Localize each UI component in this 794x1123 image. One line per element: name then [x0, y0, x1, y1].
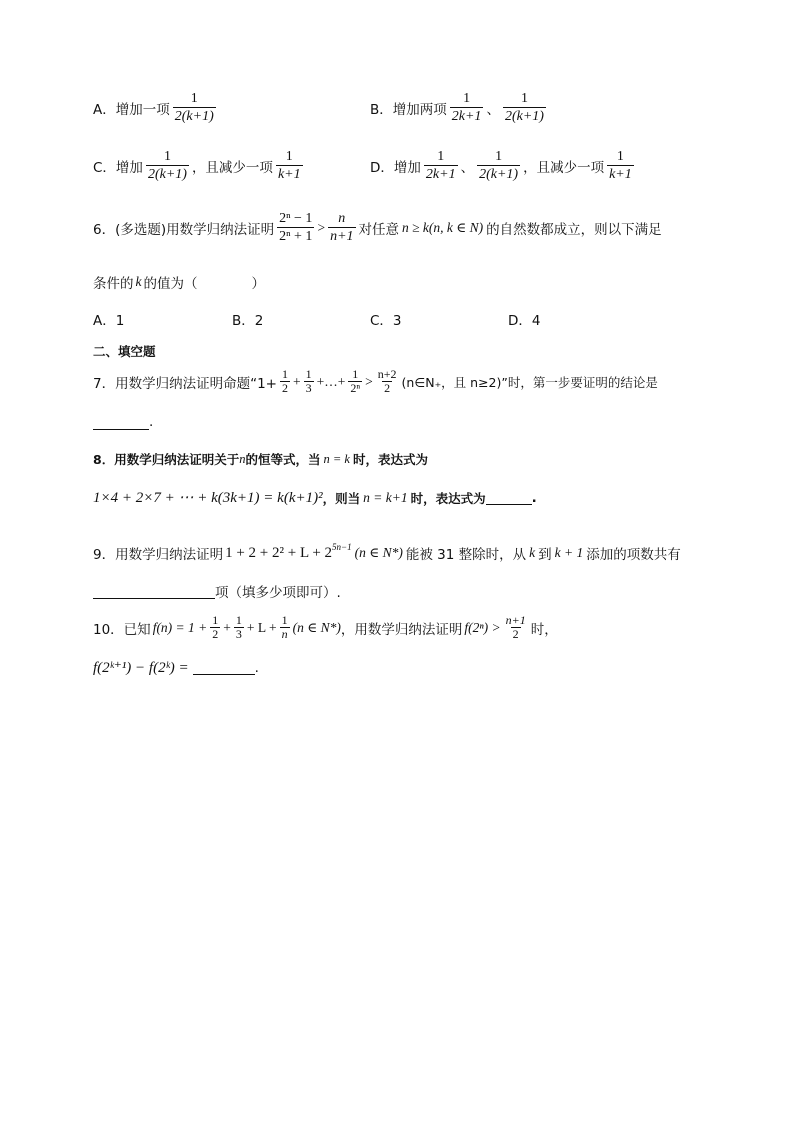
- math-expression: 1 + 2 + 2² + L + 2: [225, 544, 333, 561]
- denominator: 3: [305, 381, 312, 395]
- question-text: 到: [538, 547, 552, 563]
- question-text: 10．已知: [93, 621, 151, 638]
- separator: 、: [460, 159, 475, 176]
- fraction: [424, 148, 458, 183]
- numerator: 1: [520, 91, 528, 106]
- question-text: ，则当: [322, 490, 361, 506]
- fraction: [450, 90, 484, 125]
- operator: >: [365, 373, 373, 389]
- answer-blank[interactable]: [93, 584, 215, 599]
- option-text: ，且减少一项: [523, 159, 605, 176]
- section-title-text: 二、填空题: [93, 344, 156, 359]
- fraction: [376, 368, 399, 395]
- answer-blank[interactable]: [93, 415, 149, 430]
- denominator: 2(k+1): [147, 167, 187, 182]
- fraction: [280, 614, 290, 641]
- question-text: 的自然数都成立，则以下满足: [486, 221, 662, 238]
- fraction: [328, 210, 355, 245]
- option-label: C．增加: [93, 159, 143, 176]
- fraction: [503, 90, 546, 125]
- fraction: [280, 368, 290, 395]
- math-condition: (n ∈ N*): [354, 545, 403, 560]
- q6-stem: [93, 210, 662, 245]
- math-variable: k: [529, 545, 536, 560]
- question-text: 时，: [530, 621, 558, 638]
- numerator: 1: [212, 613, 219, 627]
- numerator: 1: [352, 367, 359, 381]
- q7-answer-line: [93, 414, 153, 430]
- question-text: 时，表达式为: [352, 452, 428, 467]
- operator: + L +: [246, 619, 277, 635]
- q6-stem-line2: [93, 272, 265, 292]
- math-condition: n = k+1: [363, 489, 408, 505]
- fraction: [210, 614, 220, 641]
- fraction: [276, 148, 303, 183]
- numerator: 1: [437, 149, 445, 164]
- numerator: 1: [285, 149, 293, 164]
- math-expression: f(n) = 1 +: [152, 619, 208, 635]
- q5-option-c: [93, 148, 306, 183]
- q10-stem: [93, 614, 558, 641]
- question-text: 条件的: [93, 276, 134, 292]
- operator: +: [223, 619, 231, 635]
- q5-option-a: [93, 90, 219, 125]
- fraction: [607, 148, 634, 183]
- operator: +: [292, 373, 301, 389]
- fraction: [146, 148, 189, 183]
- fraction: [173, 90, 216, 125]
- math-condition: n = k: [323, 451, 350, 466]
- q6-option-a: [93, 309, 124, 329]
- numerator: 1: [281, 367, 288, 381]
- numerator: 1: [163, 149, 171, 164]
- denominator: n: [281, 627, 288, 641]
- math-expression: f(2ᵏ⁺¹) − f(2ᵏ) =: [93, 660, 189, 676]
- numerator: 1: [495, 149, 503, 164]
- denominator: 2ⁿ + 1: [279, 229, 313, 244]
- numerator: 1: [281, 613, 288, 627]
- math-condition: n ≥ k(n, k ∈ N): [402, 219, 484, 235]
- math-condition: (n ∈ N*): [292, 619, 341, 635]
- operator: >: [317, 219, 326, 235]
- denominator: 2: [384, 381, 391, 395]
- answer-blank[interactable]: [193, 660, 255, 675]
- numerator: 2ⁿ − 1: [279, 211, 313, 226]
- question-text: 9．用数学归纳法证明: [93, 547, 224, 563]
- question-text: 对任意: [358, 221, 400, 238]
- numerator: 1: [305, 367, 312, 381]
- option-label: A．增加一项: [93, 101, 170, 118]
- option-label: D．增加: [370, 159, 421, 176]
- fraction: [504, 614, 528, 641]
- punctuation: .: [149, 414, 154, 430]
- q10-answer-line: [93, 658, 259, 677]
- numerator: 1: [235, 613, 242, 627]
- q5-option-d: [370, 148, 637, 183]
- denominator: k+1: [609, 167, 632, 182]
- punctuation: .: [254, 659, 259, 676]
- separator: 、: [486, 101, 500, 118]
- fraction: [234, 614, 244, 641]
- denominator: 2: [212, 627, 219, 641]
- numerator: n+2: [377, 367, 397, 381]
- option-label: C．3: [370, 313, 402, 329]
- numerator: n+1: [505, 613, 526, 627]
- question-text: 的值为（ ）: [143, 276, 265, 292]
- q7-stem: [93, 368, 658, 395]
- q9-answer-line: [93, 581, 341, 601]
- numerator: n: [338, 211, 346, 226]
- math-expression: k + 1: [554, 545, 584, 560]
- option-label: A．1: [93, 313, 125, 329]
- section-title: [93, 342, 156, 360]
- numerator: 1: [463, 91, 471, 106]
- option-label: B．增加两项: [370, 101, 447, 118]
- operator: +…+: [316, 373, 346, 389]
- denominator: 2(k+1): [174, 109, 214, 124]
- question-text: ，用数学归纳法证明: [340, 621, 463, 638]
- answer-blank[interactable]: [486, 490, 532, 505]
- denominator: k+1: [277, 167, 301, 182]
- punctuation: .: [531, 489, 537, 506]
- question-text: 项（填多少项即可）.: [215, 585, 341, 601]
- q6-option-b: [232, 309, 263, 329]
- question-text: 8．用数学归纳法证明关于: [93, 452, 240, 467]
- question-text: 时，表达式为: [410, 490, 486, 506]
- question-text: 添加的项数共有: [586, 547, 681, 563]
- fraction: [477, 148, 520, 183]
- option-label: B．2: [232, 313, 264, 329]
- denominator: 2ⁿ: [350, 381, 361, 395]
- option-text: ，且减少一项: [191, 159, 273, 176]
- question-text: 6．(多选题)用数学归纳法证明: [93, 221, 275, 238]
- denominator: 2k+1: [451, 109, 482, 124]
- denominator: 2: [281, 381, 288, 395]
- numerator: 1: [190, 91, 198, 106]
- math-expression: 1×4 + 2×7 + ⋯ + k(3k+1) = k(k+1)²: [93, 490, 323, 506]
- fraction: [348, 368, 362, 395]
- q9-stem: 9．用数学归纳法证明 1 + 2 + 2² + L + 2 $^{5n-1}$ (n ∈ N*) 能被 31 整除时，从 k 到 k + 1 添加的项数共有: [93, 542, 681, 563]
- q8-stem: [93, 450, 428, 468]
- denominator: 2: [512, 627, 519, 641]
- q8-stem-line2: [93, 488, 537, 507]
- question-text: (n∈N₊，且 n≥2)”时，第一步要证明的结论是: [401, 374, 658, 390]
- question-text: 7．用数学归纳法证明命题“1+: [93, 375, 277, 392]
- math-variable: k: [135, 274, 142, 289]
- question-text: 的恒等式，当: [245, 452, 321, 467]
- denominator: 2(k+1): [479, 167, 519, 182]
- fraction: [277, 210, 314, 245]
- option-label: D．4: [508, 313, 541, 329]
- denominator: n+1: [330, 229, 354, 244]
- math-variable: n: [239, 451, 246, 466]
- denominator: 3: [235, 627, 242, 641]
- fraction: [304, 368, 314, 395]
- numerator: 1: [616, 149, 624, 164]
- question-text: 能被 31 整除时，从: [405, 547, 527, 563]
- denominator: 2(k+1): [504, 109, 544, 124]
- denominator: 2k+1: [425, 167, 456, 182]
- q6-option-c: [370, 309, 402, 329]
- math-expression: f(2ⁿ) >: [464, 619, 501, 635]
- q6-option-d: [508, 309, 540, 329]
- q5-option-b: [370, 90, 549, 125]
